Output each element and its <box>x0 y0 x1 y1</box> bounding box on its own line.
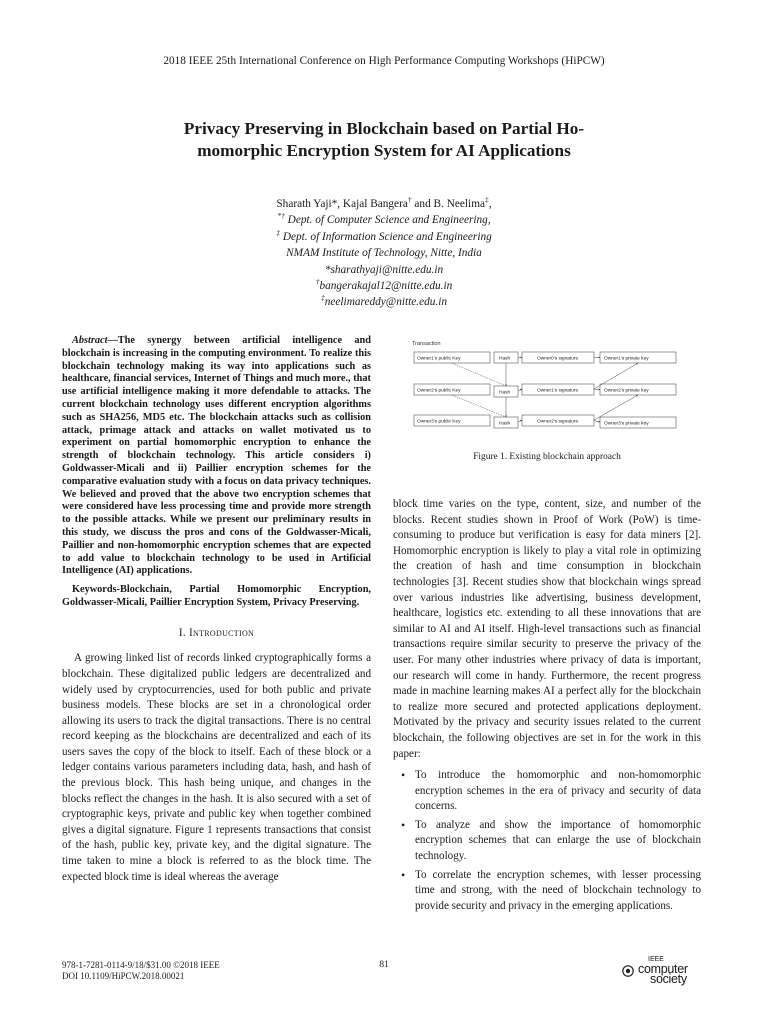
paper-title <box>150 118 618 162</box>
row3-private-key-label: Owner3's private key <box>604 421 649 427</box>
logo-society-text: society <box>650 972 687 986</box>
affiliation-2: ‡ Dept. of Information Science and Engineering <box>276 228 492 243</box>
author-names: Sharath Yaji*, Kajal Bangera† and B. Neelima‡, <box>276 195 492 210</box>
abstract: Abstract—The synergy between artificial intelligence and blockchain is increasing in the computing environment. To realize this blockchain technology making its way into applications such as healthcare, financial services, Internet of Things and much more., that use artificial intelligence making it more defendable to attacks. The current blockchain technology uses different encryption algorithms such as SHA256, MD5 etc. The blockchain attacks such as collision attack, primage attack and attacks on wallet motivated us to experiment on partial homomorphic encryption to enhance the strength of blockchain technology. This article considers i) Goldwasser-Micali and ii) Paillier encryption schemes for the comparative evaluation study with a focus on data privacy techniques. We believed and proved that the above two encryption schemes that were considered have less processing time and provide more strength to the possible attacks. While we present our preliminary results in this study, we discuss the pros and cons of the Goldwasser-Micali, Paillier and non-homomorphic encryption schemes that are expected to add value to blockchain technology to be used in Artificial Intelligence (AI) applications. <box>62 335 371 577</box>
society-mark-icon <box>622 965 634 977</box>
ieee-computer-society-logo <box>620 956 712 986</box>
connector-hash2-sig1 <box>518 389 522 391</box>
row3-hash-label: Hash <box>499 421 511 427</box>
figure-1-caption: Figure 1. Existing blockchain approach <box>473 452 621 462</box>
row1-signature-label: Owner0's signature <box>537 356 579 362</box>
affiliation-3: NMAM Institute of Technology, Nitte, India <box>286 247 482 260</box>
row3-public-key-label: Owner3's public Key <box>417 419 461 425</box>
page-number: 81 <box>379 960 389 970</box>
diagram-top-label: Transaction <box>412 341 441 347</box>
right-column <box>393 497 701 917</box>
connector-pubkey1-hash2 <box>452 363 506 386</box>
logo-ieee-text: IEEE <box>648 956 664 963</box>
blockchain-diagram <box>412 338 680 438</box>
section-heading-introduction: I. Introduction <box>178 626 255 639</box>
row1-public-key-label: Owner1's public Key <box>417 356 461 362</box>
left-column <box>62 335 371 885</box>
title-line-1: Privacy Preserving in Blockchain based on Partial Ho- <box>183 119 585 138</box>
figure-1-diagram <box>412 338 680 438</box>
row1-hash-label: Hash <box>499 356 511 362</box>
connector-sig2-privkey3 <box>594 421 600 423</box>
connector-sig2-privkey2 <box>594 395 638 420</box>
connector-pubkey2-hash3 <box>452 395 506 417</box>
intro-paragraph-2: block time varies on the type, content, size, and number of the blocks. Recent studies shown in Proof of Work (PoW) is time-consuming to produce but verification is easy for data miners [2]. Homomorphic encryption is likely to play a vital role in optimizing the creation of hash and time consumption in blockchain technologies [3]. Recent studies show that blockchain wings spread over various industries like advertising, business development, healthcare, logistics etc. extending to all these innovations that are similar to AI and AI itself. High-level transactions such as financial transactions require similar security to preserve the privacy of the user. For many other industries where privacy of data is important, our research will come in handy. Furthermore, the recent progress made in machine learning makes AI a perfect ally for the blockchain to realize more secured and protected applications deployment. Motivated by the privacy and security issues related to the current blockchain, the following objectives are set in for the work in this paper: <box>393 498 701 760</box>
objective-item: • To analyze and show the importance of homomorphic encryption schemes that can enlarge the use of blockchain technology. <box>415 818 701 865</box>
footer-copyright <box>62 960 220 982</box>
email-1: *sharathyaji@nitte.edu.in <box>324 263 444 276</box>
keywords: Keywords-Blockchain, Partial Homomorphic Encryption, Goldwasser-Micali, Paillier Encryption System, Privacy Preserving. <box>62 584 371 608</box>
row2-hash-label: Hash <box>499 390 511 396</box>
title-line-2: momorphic Encryption System for AI Applications <box>197 141 571 160</box>
connector-hash3-sig2 <box>518 420 522 422</box>
conference-header: 2018 IEEE 25th International Conference on High Performance Computing Workshops (HiPCW) <box>163 55 605 67</box>
email-2: †bangerakajal12@nitte.edu.in <box>315 277 453 293</box>
row2-public-key-label: Owner2's public Key <box>417 388 461 394</box>
footer-isbn: 978-1-7281-0114-9/18/$31.00 ©2018 IEEE <box>62 960 220 970</box>
footer-doi: DOI 10.1109/HiPCW.2018.00021 <box>62 971 185 981</box>
objective-item: • To correlate the encryption schemes, with lesser processing time and strong, with the need of blockchain technology to provide security and privacy in the emerging applications. <box>415 868 701 915</box>
intro-paragraph-1: A growing linked list of records linked cryptographically forms a blockchain. These digitalized public ledgers are decentralized and widely used by cryptocurrencies, used for both public and private business models. These blocks are set in a chronological order allowing its users to track the digital transactions. There is no central record keeping as the blockchains are decentralized and each of its users saves the copy of the block to itself. Each of these block or a ledger contains various parameters including data, hash, and hash of the previous block. This hash being unique, and changes in the blocks reflect the changes in the hash. It is also secured with a set of cryptographic keys, private and public key when together combined gives a digital signature. Figure 1 represents transactions that consist of the hash, public key, private key, and the digital signature. The time taken to mine a block is referred to as the block time. The expected block time is ideal whereas the average <box>62 652 371 883</box>
objective-item: • To introduce the homomorphic and non-homomorphic encryption schemes in the era of privacy and security of data concerns. <box>415 768 701 815</box>
row2-signature-label: Owner1's signature <box>537 388 579 394</box>
objectives-list <box>393 768 701 914</box>
row3-signature-label: Owner2's signature <box>537 419 579 425</box>
author-block <box>214 196 554 311</box>
row1-private-key-label: Owner1's private key <box>604 356 649 362</box>
affiliation-1: *† Dept. of Computer Science and Engineering, <box>277 211 491 227</box>
logo-computer-text: computer <box>638 962 688 976</box>
email-3: ‡neelimareddy@nitte.edu.in <box>320 293 448 309</box>
row2-private-key-label: Owner2's private key <box>604 388 649 394</box>
